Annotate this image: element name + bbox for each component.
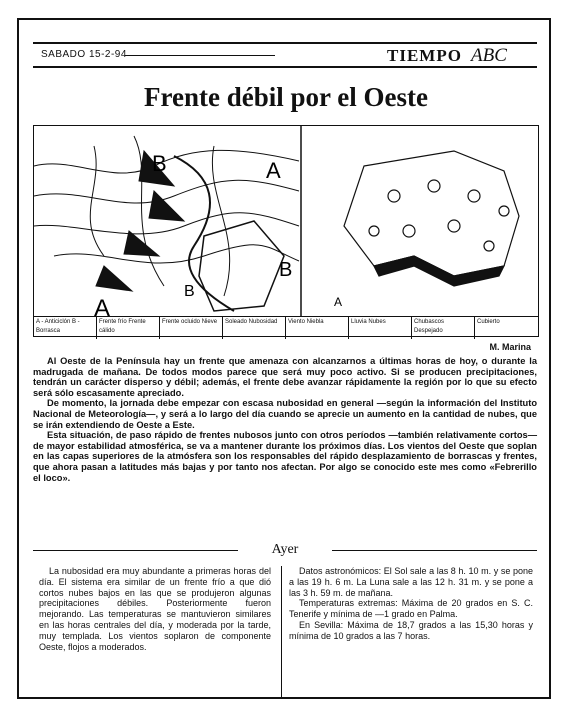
newspaper-clipping (17, 18, 551, 699)
legend-item: Frente frío Frente cálido (97, 317, 160, 339)
brand-logo: ABC (471, 45, 507, 66)
ayer-right-column (289, 566, 533, 642)
ayer-left-column (39, 566, 271, 652)
legend-item: Soleado Nubosidad (223, 317, 286, 339)
map-legend (34, 316, 538, 339)
ayer-rule-right (332, 550, 537, 551)
legend-item: A - Anticiclón B - Borrasca (34, 317, 97, 339)
legend-item: Chubascos Despejado (412, 317, 475, 339)
region-map (344, 151, 519, 286)
ayer-right-paragraph: Temperaturas extremas: Máxima de 20 grados en S. C. Tenerife y mínima de —1 grado en Palma. (289, 598, 533, 620)
article-paragraph: Esta situación, de paso rápido de frentes nubosos junto con otros períodos —también relativamente cortos— de mayor estabilidad atmosférica, se va a mantener durante los próximos días. Los vientos del Oeste que soplan en las capas superiores de la atmósfera son los responsables del rápido desplazamiento de borrascas y frentes, que ahora pasan a latitudes más bajas y por tanto nos afectan. Por algo se conocido este mes como «Febrerillo el loco». (33, 430, 537, 483)
section-header (33, 42, 537, 68)
legend-item: Frente ocluido Nieve (160, 317, 223, 339)
ayer-title: Ayer (271, 542, 299, 557)
column-divider (281, 566, 282, 698)
maps-illustration (34, 126, 538, 316)
article-paragraph: De momento, la jornada debe empezar con escasa nubosidad en general —según la información del Instituto Nacional de Meteorología—, y será a lo largo del día cuando se aprecie un aumento en la cantidad de nubes, que se irán extendiendo de Oeste a Este. (33, 398, 537, 430)
article-body (33, 356, 537, 483)
legend-item: Lluvia Nubes (349, 317, 412, 339)
ayer-right-paragraph: Datos astronómicos: El Sol sale a las 8 h. 10 m. y se pone a las 19 h. 6 m. La Luna sale a las 12 h. 31 m. y se pone a las 3 h. 59 m. de mañana. (289, 566, 533, 598)
article-paragraph: Al Oeste de la Península hay un frente que amenaza con alcanzarnos a últimas horas de hoy, o durante la madrugada de mañana. De todos modos parece que será muy poco activo. Si se producen precipitaciones, tendrán un carácter disperso y débil; además, el frente debe avanzar rápidamente la región por lo que su efecto será sólo escasamente apreciado. (33, 356, 537, 398)
legend-item: Cubierto (477, 319, 500, 325)
map-label-b3: B (279, 259, 293, 281)
ayer-left-text: La nubosidad era muy abundante a primeras horas del día. El sistema era similar de un frente frío a que dió cortos nubes bajos en las que se produjeron algunas precipitaciones débiles. Posteriormente fueron mejorando. Las temperaturas se mantuvieron similares en las horas centrales del día, y moderada por la tarde, muy templada. Los vientos soplaron de componente Oeste, flojos a moderados. (39, 566, 271, 652)
legend-item: Viento Niebla (286, 317, 349, 339)
map-label-b2: B (184, 283, 195, 300)
map-label-a1: A (266, 158, 281, 183)
header-rule (125, 55, 275, 56)
map-label-b1: B (152, 151, 167, 176)
byline: M. Marina (489, 342, 531, 352)
map-label-a2: A (94, 295, 111, 316)
weather-maps (33, 125, 539, 337)
section-title: TIEMPO (387, 46, 462, 65)
issue-date: SABADO 15-2-94 (41, 49, 127, 60)
ayer-right-paragraph: En Sevilla: Máxima de 18,7 grados a las 15,30 horas y mínima de 10 grados a las 7 horas. (289, 619, 533, 641)
map-label-a3: A (334, 295, 343, 309)
headline: Frente débil por el Oeste (144, 82, 428, 112)
ayer-heading (33, 542, 537, 560)
